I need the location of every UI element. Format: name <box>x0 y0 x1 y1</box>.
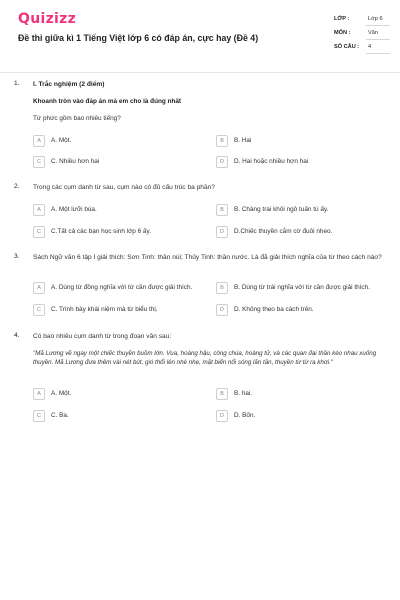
option-letter-box: B <box>216 204 228 216</box>
option-text: A. Một lưỡi búa. <box>51 206 97 213</box>
question-text: Sách Ngữ văn 6 tập I giải thích: Sơn Tinh: thần núi; Thủy Tinh: thần nước. Là đã giải thích nghĩa của từ theo cách nào? <box>33 254 382 261</box>
meta-value-field: Văn <box>366 28 390 40</box>
meta-row-subject <box>334 28 388 42</box>
option-letter-box: C <box>33 156 45 168</box>
option-text: C. Trình bày khái niệm mà từ biểu thị. <box>51 306 158 313</box>
option-letter-box: A <box>33 204 45 216</box>
meta-value-field: 4 <box>366 42 390 54</box>
quizizz-logo[interactable]: Quizizz <box>18 11 77 27</box>
option-text: C.Tất cả các bạn học sinh lớp 6 ấy. <box>51 228 151 235</box>
question-number: 2. <box>14 183 20 190</box>
meta-row-class <box>334 14 388 28</box>
option-text: B. hai. <box>234 390 253 397</box>
worksheet-header <box>0 0 400 73</box>
option-letter-box: B <box>216 282 228 294</box>
option-text: B. Dùng từ trái nghĩa với từ cần được giải thích. <box>234 284 370 291</box>
option-letter-box: C <box>33 410 45 422</box>
page-title: Đề thi giữa kì 1 Tiếng Việt lớp 6 có đáp án, cực hay (Đề 4) <box>18 33 259 43</box>
option-letter-box: D <box>216 156 228 168</box>
option-text: A. Một. <box>51 390 72 397</box>
meta-row-question-count <box>334 42 388 56</box>
question-subtext: Từ phức gồm bao nhiêu tiếng? <box>33 115 121 122</box>
option-letter-box: D <box>216 226 228 238</box>
question-number: 4. <box>14 332 20 339</box>
option-text: D. Hai hoặc nhiều hơn hai <box>234 158 309 165</box>
meta-value-field: Lớp 6 <box>366 14 390 26</box>
option-letter-box: A <box>33 135 45 147</box>
option-text: C. Ba. <box>51 412 69 419</box>
option-text: B. Hai <box>234 137 252 144</box>
option-letter-box: D <box>216 304 228 316</box>
question-text: Có bao nhiêu cụm danh từ trong đoạn văn sau: <box>33 333 172 340</box>
option-text: D.Chiếc thuyền cắm cờ đuôi nheo. <box>234 228 333 235</box>
option-letter-box: D <box>216 410 228 422</box>
option-text: A. Một. <box>51 137 72 144</box>
option-letter-box: C <box>33 304 45 316</box>
question-passage: "Mã Lương vẽ ngay một chiếc thuyền buồm lớn. Vua, hoàng hậu, công chúa, hoàng tử, và các quan đại thần kéo nhau xuống thuyền. Mã Lương đưa thêm vài nét bút, gió thổi lên nhè nhẹ, mặt biển nổi sóng lăn tăn, thuyền từ từ ra khơi." <box>33 350 377 367</box>
option-text: D. Bốn. <box>234 412 256 419</box>
question-instruction: Khoanh tròn vào đáp án mà em cho là đúng nhất <box>33 98 182 105</box>
meta-label: LỚP : <box>334 16 350 22</box>
option-text: C. Nhiều hơn hai <box>51 158 100 165</box>
option-text: B. Chàng trai khôi ngô tuấn tú ấy. <box>234 206 329 213</box>
question-text: I. Trắc nghiệm (2 điểm) <box>33 81 105 88</box>
option-letter-box: C <box>33 226 45 238</box>
option-letter-box: A <box>33 282 45 294</box>
option-letter-box: B <box>216 388 228 400</box>
option-text: D. Không theo ba cách trên. <box>234 306 314 313</box>
question-number: 3. <box>14 253 20 260</box>
question-text: Trong các cụm danh từ sau, cụm nào có đủ cấu trúc ba phần? <box>33 184 215 191</box>
question-number: 1. <box>14 80 20 87</box>
option-letter-box: B <box>216 135 228 147</box>
option-text: A. Dùng từ đồng nghĩa với từ cần được giải thích. <box>51 284 193 291</box>
option-letter-box: A <box>33 388 45 400</box>
meta-label: SỐ CÂU : <box>334 44 360 50</box>
worksheet-meta <box>334 14 388 56</box>
meta-label: MÔN : <box>334 30 351 36</box>
